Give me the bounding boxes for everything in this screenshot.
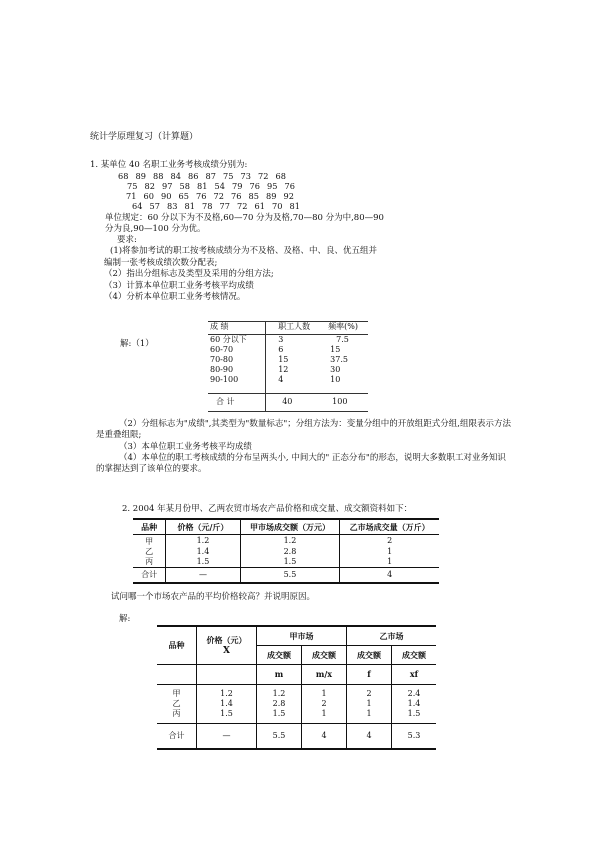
frequency-table: 成 绩 职工人数 频率(%) 60 分以下 3 7.5 60-70 6 15 70-80 15 37.5 80-90 12 30 90-100 4 10 合 计 40 100 — [208, 321, 368, 412]
requirement-1b: 编制一张考核成绩次数分配表; — [104, 258, 218, 268]
market-data-table: 品种 价格（元/斤） 甲市场成交额（万元） 乙市场成交量（万斤） 甲 1.2 1.2 2 乙 1.4 2.8 1 丙 1.5 1.5 1 合计 — 5.5 4 — [133, 518, 439, 584]
score-grid — [118, 171, 307, 211]
answer-2a: （2）分组标志为"成绩",其类型为"数量标志"；分组方法为：变量分组中的开放组距式分组,组限表示方法 — [119, 419, 511, 429]
total-label: 合 计 — [208, 394, 266, 412]
header-count: 职工人数 — [266, 322, 326, 335]
solution-label: 解:（1） — [120, 339, 154, 349]
question-2-stem: 2. 2004 年某月份甲、乙两农贸市场农产品价格和成交量、成交额资料如下： — [122, 504, 413, 514]
rule-line-2: 分为良,90—100 分为优。 — [105, 224, 206, 234]
requirement-2: （2）指出分组标志及类型及采用的分组方法; — [104, 269, 274, 279]
header-score: 成 绩 — [208, 322, 266, 335]
answer-3: （3）本单位职工业务考核平均成绩 — [119, 442, 252, 452]
answer-4b: 的掌握达到了该单位的要求。 — [96, 464, 207, 474]
answer-2b: 是重叠组限; — [96, 430, 142, 440]
score-row: 75 82 97 58 81 54 79 76 95 76 — [127, 181, 295, 191]
x-symbol: X — [223, 645, 230, 656]
header-freq: 频率(%) — [326, 322, 368, 335]
requirement-4: （4）分析本单位职工业务考核情况。 — [104, 292, 246, 302]
score-row: 68 89 88 84 86 87 75 73 72 68 — [118, 171, 286, 181]
question-1-stem: 1. 某单位 40 名职工业务考核成绩分别为: — [90, 160, 248, 170]
requirement-3: （3）计算本单位职工业务考核平均成绩 — [104, 281, 254, 291]
score-row: 71 60 90 65 76 72 76 85 89 92 — [126, 191, 294, 201]
rule-line-1: 单位规定：60 分以下为不及格,60—70 分为及格,70—80 分为中,80—90 — [105, 213, 384, 223]
requirements-label: 要求: — [117, 235, 137, 245]
solution-table: 品种 价格（元） X 甲市场 乙市场 成交额 成交额 成交额 成交额 m m/x f xf 甲 1.2 1.2 1 2 2.4 乙 1.4 2.8 2 1 1.4 丙 1.5 1.5 1 1 1.5 合计 — 5.5 4 4 5.3 — [157, 625, 436, 750]
answer-4a: （4）本单位的职工考核成绩的分布呈两头小, 中间大的" 正态分布"的形态，说明大多数职工对业务知识 — [119, 453, 506, 463]
solution-label-2: 解: — [119, 614, 131, 624]
page-title: 统计学原理复习（计算题） — [90, 132, 199, 142]
requirement-1a: (1)将参加考试的职工按考核成绩分为不及格、及格、中、良、优五组并 — [110, 246, 378, 256]
score-row: 64 57 83 81 78 77 72 61 70 81 — [132, 201, 300, 211]
question-2-ask: 试问哪一个市场农产品的平均价格较高？并说明原因。 — [111, 592, 316, 602]
